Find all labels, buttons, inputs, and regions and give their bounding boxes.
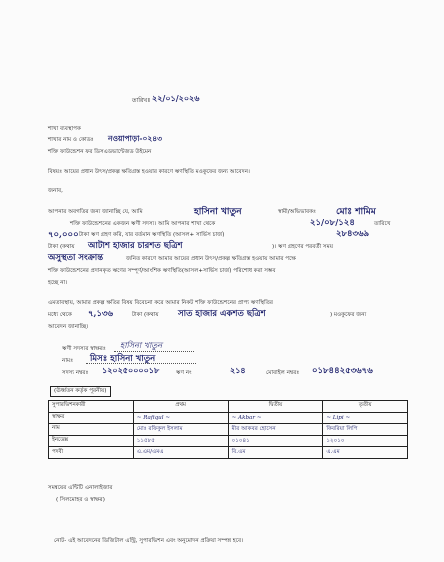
row-label: ইনডেক্স — [49, 435, 134, 447]
para2-text-5: আবেদন জানাচ্ছি। — [48, 324, 89, 330]
para2-text-4: ) মওকুফের জন্য — [330, 312, 367, 318]
table-cell: ০১০৪১ — [228, 435, 323, 447]
loan-date-hand: ২১/০৮/১২৪ — [310, 218, 355, 228]
table-cell: ১১৫৮৫ — [133, 435, 228, 447]
table-row — [49, 435, 408, 447]
waive-words-hand: সাত হাজার একশত ছত্রিশ — [178, 309, 266, 319]
table-cell: মোঃ রফিকুল ইসলাম — [133, 424, 228, 436]
para2-text-2: মধ্যে থেকে — [48, 312, 72, 318]
balance-hand: ২৮৪৩৬৯ — [336, 229, 370, 239]
table-cell: মীর আকবর হোসেন — [228, 424, 323, 436]
supervision-table — [48, 400, 408, 459]
waive-amount-hand: ৭,১৩৬ — [88, 309, 114, 319]
para1-text-6: টাকা (কথায় — [48, 244, 75, 250]
footer-authority: সমন্বয়ের এন্টিটি এনালাইজার — [48, 485, 113, 491]
applicant-name-hand: হাসিনা খাতুন — [194, 207, 242, 217]
table-cell: কিবরিয়া লিপি — [323, 424, 408, 436]
mobile-value: ০১৮৪৪২৫৩৬৭৬ — [312, 366, 373, 376]
para2-text-1: এমতাবস্থায়, আমার প্রকল্প ক্ষতির বিষয় বিবেচনা করে আমার নিকট শক্তি ফাউন্ডেশনের প্রাপ্য ঋণস্থিতির — [48, 300, 273, 306]
para2-text-3: টাকা (কথায় — [132, 312, 159, 318]
table-row — [49, 424, 408, 436]
signature-cell: ~ Lipi ~ — [323, 412, 408, 424]
table-cell: এ.এম — [323, 447, 408, 459]
para1-text-7: )। ঋণ গ্রহণের পরবর্তী সময় — [272, 244, 334, 250]
table-header-row — [49, 401, 408, 413]
branch-label: শাখার নাম ও কোডঃ — [48, 137, 94, 143]
row-label: পদবী — [49, 447, 134, 459]
loan-no-value: ২১৪ — [230, 365, 246, 375]
branch-value: নওয়াপাড়া-০২৪৩ — [108, 134, 162, 143]
addressee-title: শাখা ব্যবস্থাপক — [48, 126, 81, 132]
signature-cell: ~ Akbar ~ — [228, 412, 323, 424]
footer-note: নোট- এই আবেদনের ডিজিটাল এন্ট্রি, সুপারভিশন এবং অনুমোদন প্রক্রিয়া সম্পন্ন হবে। — [54, 538, 244, 544]
applicant-signature: হাসিনা খাতুন — [120, 341, 163, 350]
table-cell: বি.এম — [228, 447, 323, 459]
table-cell: ১২০১০ — [323, 435, 408, 447]
name-label: নামঃ — [62, 358, 74, 364]
para1-text-8: জনিত কারণে আমার আয়ের প্রধান উৎস/প্রকল্প ক্ষতিগ্রস্ত হওয়ায় আমার পক্ষে — [126, 256, 296, 262]
reason-hand: অসুস্থতা সংক্রান্ত — [48, 253, 104, 263]
table-header-cell: সুপারভিশনকারী — [49, 401, 134, 413]
para1-text-10: হচ্ছে না। — [48, 280, 68, 286]
applicant-name-field: মিসঃ হাসিনা খাতুন — [90, 354, 156, 364]
para1-text-1: আপনার অবগতির জন্য জানাচ্ছি যে, আমি — [48, 209, 143, 215]
member-no-value: ১২০২৫০০০০১৮ — [102, 365, 160, 375]
signature-cell: ~ Rafiqul ~ — [133, 412, 228, 424]
loan-amount-hand: ৭০,০০০ — [48, 230, 79, 240]
table-row — [49, 447, 408, 459]
table-header-cell: প্রথম — [133, 401, 228, 413]
para1-text-3: শক্তি ফাউন্ডেশনের একজন ঋণী সদস্য। আমি আপনার শাখা থেকে — [70, 221, 216, 227]
subject-line: বিষয়ঃ আয়ের প্রধান উৎস/প্রকল্প ক্ষতিগ্রস্ত হওয়ার কারণে ঋণস্থিতি মওকুফের জন্য আবেদন। — [48, 169, 250, 175]
organization-name: শক্তি ফাউন্ডেশন ফর ডিসএডভান্টেজড উইমেন — [48, 149, 152, 155]
date-label: তারিখঃ — [132, 97, 151, 104]
member-no-label: সদস্য নম্বরঃ — [62, 370, 89, 376]
signature-label: ঋণী সদস্যর স্বাক্ষরঃ — [62, 346, 106, 352]
date-value: ২২/০১/২০২৬ — [152, 93, 200, 103]
row-label: নাম — [49, 424, 134, 436]
para1-text-2: স্বামী/অভিভাবকঃ — [278, 209, 317, 215]
table-cell: এ.এম/এমএ — [133, 447, 228, 459]
row-label: স্বাক্ষর — [49, 412, 134, 424]
table-header-cell: তৃতীয় — [323, 401, 408, 413]
para1-text-4: তারিখে — [374, 221, 391, 227]
footer-seal-note: ( সিলমোহর ও স্বাক্ষর) — [56, 497, 105, 503]
table-header-cell: দ্বিতীয় — [228, 401, 323, 413]
mobile-label: মোবাইল নম্বরঃ — [266, 370, 300, 376]
para1-text-9: শক্তি ফাউন্ডেশনের প্রদানকৃত ঋণের সম্পূর্ণ/আংশিক ঋণস্থিতি(আসল+সার্ভিস চার্জ) পরিশোধ করা সম্ভব — [48, 268, 276, 274]
salutation: জনাব, — [48, 188, 63, 194]
name-line — [86, 363, 196, 364]
balance-words-hand: আটাশ হাজার চারশত ছত্রিশ — [88, 241, 183, 251]
para1-text-5: টাকা ঋণ গ্রহণ করি, যার বর্তমান ঋণস্থিতি (আসল+ সার্ভিস চার্জ) — [79, 232, 225, 238]
supervision-title: (ঊর্ধ্বতন কর্তৃক পূরনীয়) — [50, 386, 111, 397]
table-row — [49, 412, 408, 424]
loan-no-label: ঋণ নং — [176, 370, 192, 376]
guardian-name-hand: মোঃ শামিম — [336, 207, 376, 217]
